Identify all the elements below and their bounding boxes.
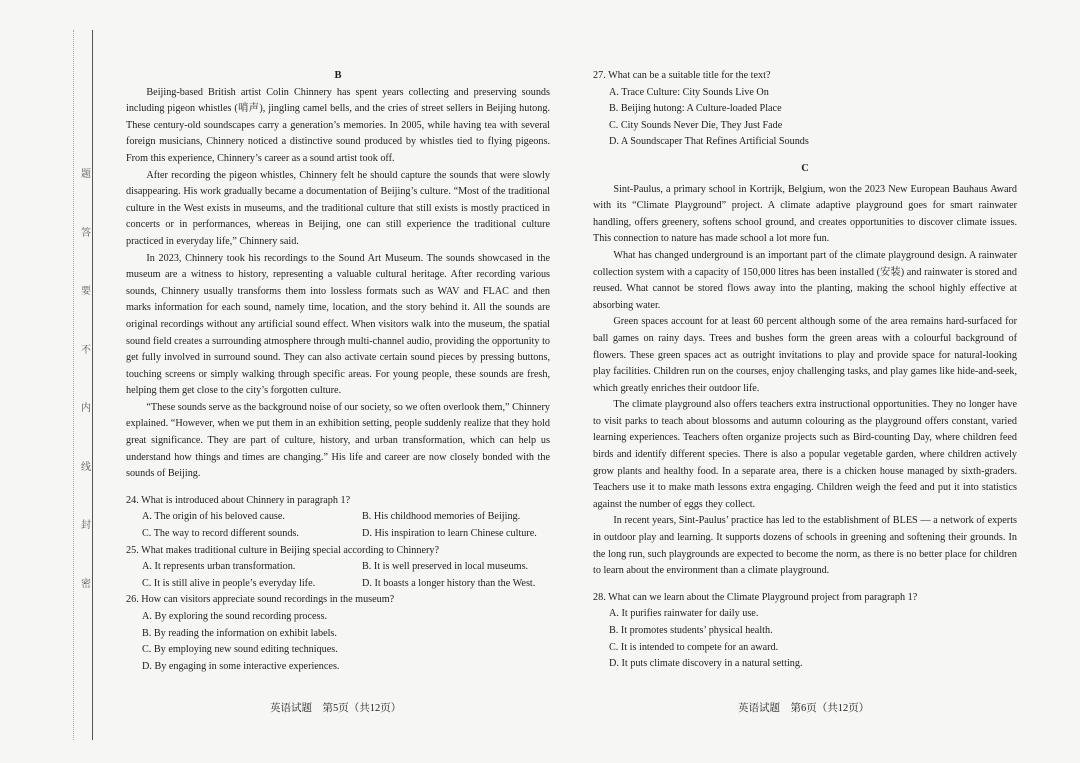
passage-b-paragraph-2: After recording the pigeon whistles, Chinnery felt he should capture the sounds that were slowly disappearing. His work gradually became a documentation of Beijing’s culture. “Most of the traditional culture in the West exists in museums, and the traditional culture that still exists is mostly practiced in concerts or in performances, whereas in Beijing, one can still experience the traditional culture practiced in everyday life,” Chinnery said.: [126, 169, 550, 247]
option-c: C. It is intended to compete for an award.: [609, 641, 779, 653]
margin-label: 要: [81, 286, 91, 298]
passage-b-paragraph-3: In 2023, Chinnery took his recordings to the Sound Art Museum. The sounds showcased in the museum are a witness to history, representing a valuable cultural heritage. After recording various sounds, Chinnery usually transforms them into lossless formats such as WAV and FLAC and then marks information for each sound, namely time, location, and the story behind it. All the sounds are original recordings without any artificial sound effect. When visitors walk into the museum, the spatial sound field creates a surrounding atmosphere through multi-channel audio, providing the opportunity to get fully involved in surround sound. They can also activate certain sound pieces by pressing buttons, touching screens or simply walking through specific areas. For young people, these sounds are fresh, helping them get close to the city’s forgotten culture.: [126, 252, 550, 397]
option-a: A. The origin of his beloved cause.: [142, 511, 285, 523]
option-a: A. It represents urban transformation.: [142, 561, 296, 573]
option-c: C. The way to record different sounds.: [142, 528, 299, 540]
passage-c-paragraph-5: In recent years, Sint-Paulus’ practice has led to the establishment of BLES — a network of experts in outdoor play and learning. It supports dozens of schools in greening and softening their grounds. In the long run, such playgrounds are expected to become the norm, as there is no better place for children to learn about the environment than a climate playground.: [593, 515, 1017, 577]
option-a: A. Trace Culture: City Sounds Live On: [609, 86, 769, 98]
option-b: B. By reading the information on exhibit labels.: [142, 627, 337, 639]
option-d: D. It puts climate discovery in a natural setting.: [609, 658, 803, 670]
question-26-stem: 26. How can visitors appreciate sound recordings in the museum?: [126, 594, 395, 606]
passage-c-paragraph-4: The climate playground also offers teachers extra instructional opportunities. They no longer have to visit parks to teach about blossoms and autumn colouring as the playground offers constant, varied learning experiences. Teachers often organize projects such as Bird-counting Day, where children feed birds and identify different species. There is also a popular vegetable garden, where children actively grow plants and healthy food. In a separate area, there is a chicken house managed by sixth-graders. Teachers use it to make math lessons extra engaging. Children weigh the feed and put it into statistics against the number of eggs they collect.: [593, 399, 1017, 510]
option-b: B. Beijing hutong: A Culture-loaded Place: [609, 103, 782, 115]
passage-c-paragraph-1: Sint-Paulus, a primary school in Kortrijk, Belgium, won the 2023 New European Bauhaus Award with its “Climate Playground” project. A climate adaptive playground goes for smart rainwater handling, offers greenery, softens school ground, and creates opportunities to discover climate issues. This connection to nature has made school a lot more fun.: [593, 183, 1017, 245]
section-title-c: C: [801, 162, 809, 174]
margin-label: 内: [81, 403, 91, 415]
margin-label: 答: [81, 227, 91, 239]
option-d: D. His inspiration to learn Chinese culture.: [362, 528, 537, 540]
margin-label: 题: [81, 169, 91, 180]
option-a: A. It purifies rainwater for daily use.: [609, 608, 759, 620]
question-26-options: [142, 609, 550, 675]
question-27-options: [609, 85, 1017, 151]
question-25-stem: 25. What makes traditional culture in Beijing special according to Chinnery?: [126, 544, 439, 556]
binding-margin-labels: [80, 170, 92, 590]
question-28-stem: 28. What can we learn about the Climate Playground project from paragraph 1?: [593, 591, 918, 603]
binding-line: [92, 30, 93, 740]
option-c: C. City Sounds Never Die, They Just Fade: [609, 119, 783, 131]
margin-label: 封: [81, 520, 91, 532]
option-d: D. By engaging in some interactive experiences.: [142, 660, 340, 672]
passage-b-paragraph-4: “These sounds serve as the background noise of our society, so we often overlook them,” Chinnery explained. “However, when we put them in an exhibition setting, people suddenly realize that they hold great significance. They are part of culture, history, and urban transformation, which can help us understand how things and times are changing.” His life and career are now closely bonded with the sounds of Beijing.: [126, 401, 551, 480]
option-b: B. It is well preserved in local museums.: [362, 561, 529, 573]
page-footer-left: 英语试题 第5页（共12页）: [270, 703, 402, 714]
option-c: C. By employing new sound editing techniques.: [142, 644, 338, 656]
right-column: [593, 68, 1017, 673]
passage-c-paragraph-3: Green spaces account for at least 60 percent although some of the area remains hard-surfaced for ball games on rainy days. Trees and bushes form the green areas with a colourful background of flowers. These green spaces act as outright invitations to play and provide space for natural-looking play facilities. Children run on the courses, enjoy challenging tasks, and play games like hide-and-seek, which greatly enriches their outdoor life.: [593, 316, 1017, 394]
margin-label: 不: [81, 344, 91, 356]
question-24-options: [142, 509, 550, 542]
binding-dotted-line: [73, 30, 74, 740]
margin-label: 密: [81, 578, 91, 590]
margin-label: 线: [81, 461, 91, 473]
option-c: C. It is still alive in people’s everyday life.: [142, 577, 316, 589]
question-24-stem: 24. What is introduced about Chinnery in paragraph 1?: [126, 494, 351, 506]
question-28-options: [609, 606, 1017, 672]
question-25-options: [142, 559, 550, 592]
question-27-stem: 27. What can be a suitable title for the text?: [593, 70, 771, 81]
option-b: B. It promotes students’ physical health.: [609, 625, 773, 636]
passage-b-paragraph-1: Beijing-based British artist Colin Chinnery has spent years collecting and preserving sounds including pigeon whistles (哨声), jingling camel bells, and the cries of street sellers in Beijing hutong. These century-old soundscapes carry a generation’s memories. In 2005, while having tea with several foreign musicians, Chinnery noticed a distinctive sound produced by whistles tied to flying pigeons. From this experience, Chinnery’s career as a sound artist took off.: [126, 86, 550, 164]
option-d: D. It boasts a longer history than the West.: [362, 577, 536, 589]
passage-c-paragraph-2: What has changed underground is an important part of the climate playground design. A rainwater collection system with a capacity of 150,000 litres has been installed (安装) and rainwater is stored and reused. What cannot be stored flows away into the planting, making the school highly effective at absorbing water.: [593, 249, 1017, 311]
page-footer-right: 英语试题 第6页（共12页）: [738, 703, 870, 714]
left-column: [126, 68, 550, 675]
option-b: B. His childhood memories of Beijing.: [362, 511, 521, 523]
option-a: A. By exploring the sound recording process.: [142, 611, 328, 622]
option-d: D. A Soundscaper That Refines Artificial Sounds: [609, 136, 809, 148]
section-title-b: B: [334, 70, 342, 81]
